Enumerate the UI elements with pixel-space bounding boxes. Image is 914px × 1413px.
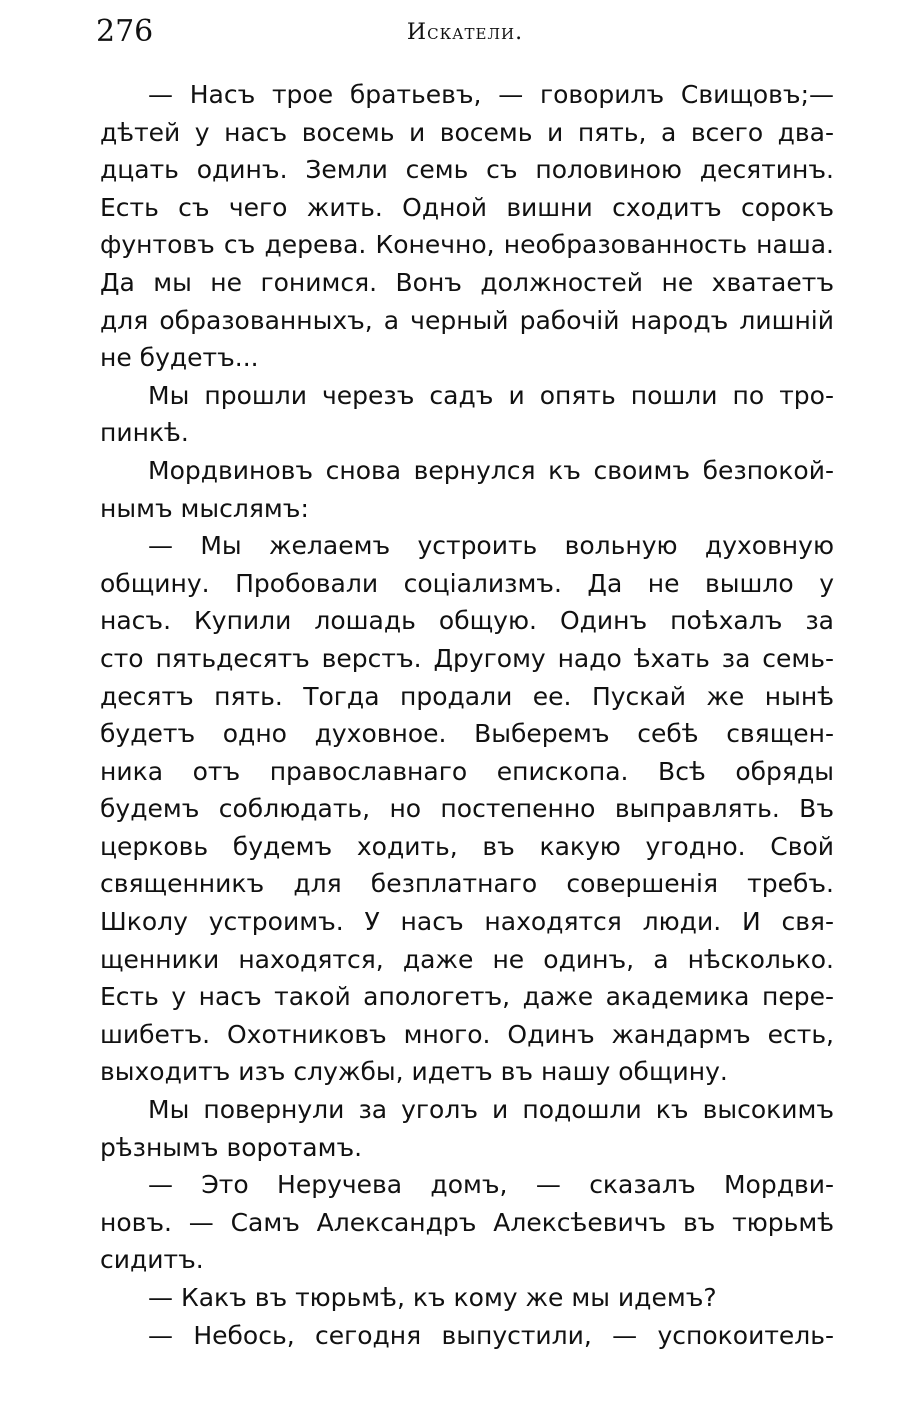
text-line: Есть съ чего жить. Одной вишни сходитъ сорокъ: [100, 192, 834, 222]
running-title: Искатели.: [406, 20, 524, 45]
text-line: насъ. Купили лошадь общую. Одинъ поѣхалъ за: [100, 606, 834, 636]
text-line: — Небось, сегодня выпустили, — успокоитель-: [148, 1320, 834, 1350]
text-line: — Насъ трое братьевъ, — говорилъ Свищовъ;—: [148, 80, 834, 109]
text-line: священникъ для безплатнаго совершенія требъ.: [100, 869, 834, 899]
text-body: [100, 76, 834, 1354]
text-line: щенники находятся, даже не одинъ, а нѣсколько.: [100, 944, 834, 974]
text-line: нымъ мыслямъ:: [100, 493, 309, 523]
page-number: 276: [96, 14, 154, 49]
text-line: общину. Пробовали соціализмъ. Да не вышло у: [100, 568, 834, 598]
text-line: шибетъ. Охотниковъ много. Одинъ жандармъ есть,: [100, 1019, 834, 1049]
text-line: Да мы не гонимся. Вонъ должностей не хватаетъ: [100, 267, 834, 297]
text-line: рѣзнымъ воротамъ.: [100, 1132, 363, 1162]
text-line: дцать одинъ. Земли семь съ половиною десятинъ.: [100, 155, 834, 185]
text-line: для образованныхъ, а черный рабочій народъ лишній: [100, 305, 834, 335]
text-line: — Мы желаемъ устроить вольную духовную: [148, 531, 834, 561]
text-line: — Это Неручева домъ, — сказалъ Мордви-: [148, 1170, 834, 1200]
text-line: не будетъ...: [100, 343, 259, 373]
text-line: ника отъ православнаго епископа. Всѣ обряды: [100, 756, 834, 786]
text-line: сидитъ.: [100, 1245, 204, 1275]
text-line: сто пятьдесятъ верстъ. Другому надо ѣхать за семь-: [100, 643, 834, 673]
text-line: Мы прошли черезъ садъ и опять пошли по тро-: [148, 380, 834, 410]
text-line: будемъ соблюдать, но постепенно выправлять. Въ: [100, 794, 834, 824]
text-line: Школу устроимъ. У насъ находятся люди. И свя-: [100, 907, 834, 937]
text-line: церковь будемъ ходить, въ какую угодно. Свой: [100, 831, 834, 861]
text-line: дѣтей у насъ восемь и восемь и пять, а всего два-: [100, 117, 834, 147]
text-line: новъ. — Самъ Александръ Алексѣевичъ въ тюрьмѣ: [100, 1207, 834, 1237]
text-line: пинкѣ.: [100, 418, 189, 448]
text-line: Мы повернули за уголъ и подошли къ высокимъ: [148, 1095, 834, 1125]
text-line: Есть у насъ такой апологетъ, даже академика пере-: [100, 982, 834, 1012]
text-line: будетъ одно духовное. Выберемъ себѣ священ-: [100, 719, 834, 749]
text-line: фунтовъ съ дерева. Конечно, необразованность наша.: [100, 230, 834, 260]
text-line: выходитъ изъ службы, идетъ въ нашу общину.: [100, 1057, 728, 1087]
text-line: десятъ пять. Тогда продали ее. Пускай же нынѣ: [100, 681, 834, 711]
text-line: — Какъ въ тюрьмѣ, къ кому же мы идемъ?: [148, 1283, 717, 1312]
running-header: [96, 14, 834, 54]
text-line: Мордвиновъ снова вернулся къ своимъ безпокой-: [148, 455, 834, 485]
